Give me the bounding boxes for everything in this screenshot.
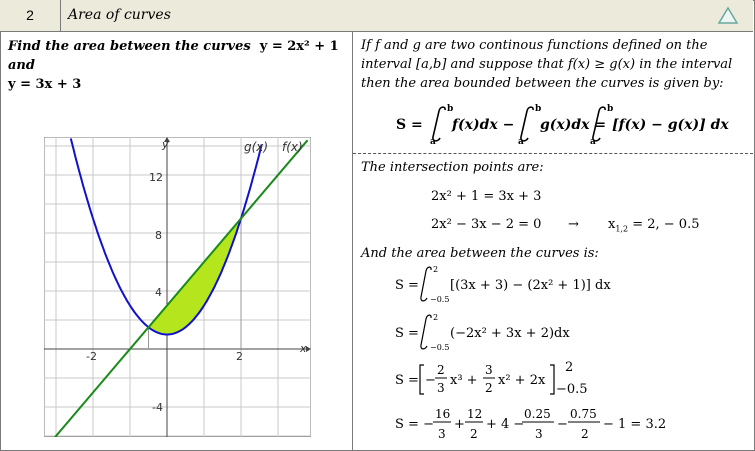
formula-s: S = xyxy=(396,117,423,133)
result: − 1 = 3.2 xyxy=(603,417,667,432)
int-upper: b xyxy=(535,104,542,114)
intersection-eq-a: 2x² + 1 = 3x + 3 xyxy=(431,189,542,204)
term-diff: [f(x) − g(x)] dx xyxy=(612,117,729,133)
frac-den: 2 xyxy=(581,427,589,441)
step2: (−2x² + 3x + 2)dx xyxy=(450,326,570,341)
step1: [(3x + 3) − (2x² + 1)] dx xyxy=(450,278,611,293)
problem-eq2: y = 3x + 3 xyxy=(8,77,82,92)
section-divider xyxy=(353,153,753,154)
theory-line: If f and g are two continous functions defined on the xyxy=(361,38,708,53)
int-lower: a xyxy=(430,137,436,146)
frac-num: 3 xyxy=(485,363,493,377)
int-lower: a xyxy=(590,137,596,146)
plus: + xyxy=(454,417,465,432)
triangle-up-icon[interactable] xyxy=(717,6,739,26)
term-g: g(x)dx = xyxy=(540,117,607,133)
x-tick-label: 2 xyxy=(236,350,243,363)
theory-text xyxy=(361,36,751,93)
frac-num: 2 xyxy=(437,363,445,377)
problem-statement xyxy=(8,37,348,94)
frac-den: 3 xyxy=(535,427,543,441)
exercise-number: 2 xyxy=(0,0,61,31)
frac-den: 3 xyxy=(437,381,445,395)
frac-num: 0.75 xyxy=(570,407,597,421)
theory-line: interval [a,b] and suppose that f(x) ≥ g(x) in the interval xyxy=(361,57,733,72)
frac-den: 2 xyxy=(470,427,478,441)
roots-sub: 1,2 xyxy=(615,224,629,234)
card-header xyxy=(0,0,753,32)
y-tick-label: 12 xyxy=(149,171,163,184)
roots-values: = 2, − 0.5 xyxy=(632,217,700,232)
exercise-title: Area of curves xyxy=(68,7,171,23)
area-formula xyxy=(360,102,750,146)
theory-line: then the area bounded between the curves is given by: xyxy=(361,76,724,91)
label-f: f(x) xyxy=(282,140,303,154)
problem-eq1: y = 2x² + 1 xyxy=(259,39,339,54)
minus: − xyxy=(557,417,568,432)
frac-den: 2 xyxy=(485,381,493,395)
upper-limit: 2 xyxy=(565,360,574,375)
frac-den: 3 xyxy=(438,427,446,441)
frac-num: 16 xyxy=(435,407,451,421)
s-eq: S = xyxy=(395,278,419,293)
label-g: g(x) xyxy=(244,140,269,154)
plus4: + 4 − xyxy=(486,417,525,432)
graph xyxy=(44,137,311,437)
axis-y-label: y xyxy=(162,138,169,151)
int-upper: b xyxy=(447,104,454,114)
arrow: → xyxy=(568,217,579,232)
axis-x-label: x xyxy=(300,342,307,355)
x-tick-label: -2 xyxy=(86,350,97,363)
upper-limit: 2 xyxy=(433,313,439,322)
antideriv-x2: x² + 2x xyxy=(498,373,546,388)
frac-num: 0.25 xyxy=(524,407,551,421)
term-f: f(x)dx − xyxy=(452,117,515,133)
lower-limit: −0.5 xyxy=(430,295,450,304)
column-divider xyxy=(352,32,353,450)
roots xyxy=(608,217,699,234)
y-tick-label: -4 xyxy=(152,401,163,414)
int-lower: a xyxy=(518,137,524,146)
step3-minus: − xyxy=(425,373,436,388)
y-tick-label: 4 xyxy=(155,286,162,299)
y-tick-label: 8 xyxy=(155,229,162,242)
s-eq: S = xyxy=(395,373,419,388)
int-upper: b xyxy=(607,104,614,114)
frac-num: 12 xyxy=(467,407,483,421)
upper-limit: 2 xyxy=(433,265,439,274)
problem-and: and xyxy=(8,58,35,73)
roots-label: x xyxy=(608,217,616,232)
intersection-title: The intersection points are: xyxy=(361,160,544,175)
antideriv-x3: x³ + xyxy=(450,373,478,388)
lower-limit: −0.5 xyxy=(556,382,588,397)
lower-limit: −0.5 xyxy=(430,343,450,352)
area-derivation xyxy=(392,262,752,448)
intersection-eq-b: 2x² − 3x − 2 = 0 xyxy=(431,217,542,232)
step4-prefix: S = − xyxy=(395,417,434,432)
s-eq: S = xyxy=(395,326,419,341)
problem-text: Find the area between the curves xyxy=(8,39,251,54)
area-title: And the area between the curves is: xyxy=(361,246,599,261)
